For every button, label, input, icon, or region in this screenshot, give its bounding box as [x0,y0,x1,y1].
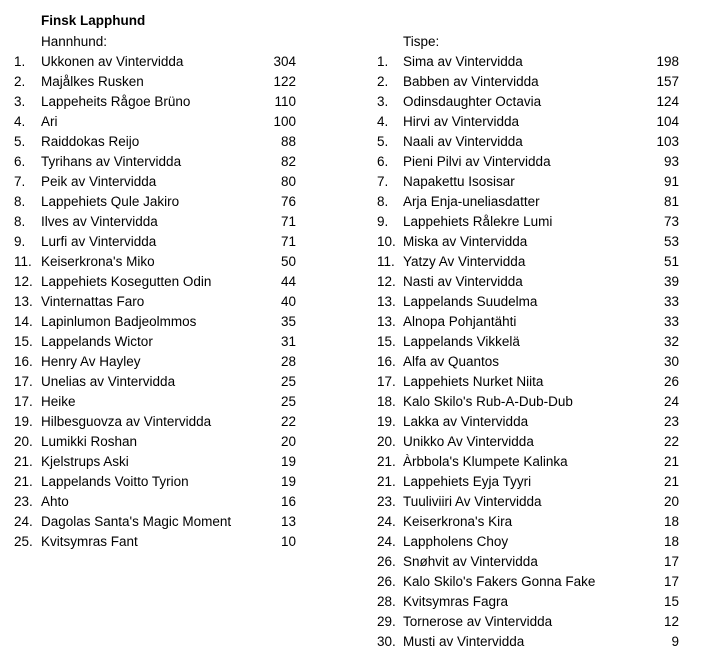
list-item [377,292,679,312]
list-item [14,392,296,412]
rank-number: 23. [377,494,396,509]
points-value: 25 [280,394,296,409]
rank-number: 1. [377,54,389,69]
points-value: 35 [280,314,296,329]
list-item [377,492,679,512]
points-value: 104 [656,114,679,129]
dog-name: Lumikki Roshan [41,434,138,449]
list-item [14,492,296,512]
points-value: 21 [663,454,679,469]
rank-number: 17. [14,374,33,389]
rank-number: 7. [14,174,26,189]
points-value: 16 [280,494,296,509]
list-item [14,292,296,312]
rank-number: 17. [377,374,396,389]
list-item [377,572,679,592]
points-value: 33 [663,294,679,309]
rank-number: 1. [14,54,26,69]
rank-number: 21. [377,454,396,469]
rank-number: 8. [14,214,26,229]
points-value: 33 [663,314,679,329]
dog-name: Kalo Skilo's Rub-A-Dub-Dub [403,394,573,409]
dog-name: Àrbbola's Klumpete Kalinka [403,454,568,469]
dog-name: Peik av Vintervidda [41,174,157,189]
dog-name: Kjelstrups Aski [41,454,129,469]
dog-name: Miska av Vintervidda [403,234,528,249]
dog-name: Sima av Vintervidda [403,54,523,69]
list-item [14,172,296,192]
dog-name: Lappehiets Eyja Tyyri [403,474,532,489]
points-value: 80 [280,174,296,189]
list-item [14,272,296,292]
rank-number: 25. [14,534,33,549]
rank-number: 6. [14,154,26,169]
rank-number: 2. [377,74,389,89]
dog-name: Tornerose av Vintervidda [403,614,553,629]
rank-number: 13. [377,294,396,309]
list-item [377,232,679,252]
list-item [14,212,296,232]
points-value: 304 [273,54,296,69]
dog-name: Naali av Vintervidda [403,134,523,149]
rank-number: 24. [377,534,396,549]
points-value: 23 [663,414,679,429]
dog-name: Napakettu Isosisar [403,174,515,189]
points-value: 81 [663,194,679,209]
list-item [377,632,679,652]
dog-name: Dagolas Santa's Magic Moment [41,514,232,529]
points-value: 19 [280,454,296,469]
dog-name: Majålkes Rusken [41,74,144,89]
dog-name: Lappelands Vikkelä [403,334,520,349]
points-value: 10 [280,534,296,549]
list-item [14,92,296,112]
dog-name: Vinternattas Faro [41,294,145,309]
rank-number: 10. [377,234,396,249]
dog-name: Alfa av Quantos [403,354,500,369]
dog-name: Lappelands Suudelma [403,294,538,309]
rank-number: 2. [14,74,26,89]
rank-number: 12. [377,274,396,289]
points-value: 24 [663,394,679,409]
dog-name: Heike [41,394,76,409]
points-value: 25 [280,374,296,389]
rank-number: 11. [377,254,395,269]
rank-number: 5. [377,134,389,149]
dog-name: Unelias av Vintervidda [41,374,176,389]
rank-number: 17. [14,394,33,409]
list-item [14,332,296,352]
rank-number: 23. [14,494,33,509]
points-value: 22 [663,434,679,449]
rank-number: 16. [14,354,33,369]
list-item [377,112,679,132]
list-item [377,172,679,192]
dog-name: Raiddokas Reijo [41,134,140,149]
rank-number: 26. [377,554,396,569]
rank-number: 21. [377,474,396,489]
rank-number: 24. [377,514,396,529]
rank-number: 4. [377,114,389,129]
dog-name: Unikko Av Vintervidda [403,434,534,449]
points-value: 12 [663,614,679,629]
points-value: 21 [663,474,679,489]
points-value: 91 [663,174,679,189]
points-value: 13 [280,514,296,529]
list-item [377,92,679,112]
list-item [14,132,296,152]
rank-number: 20. [377,434,396,449]
rank-number: 13. [14,294,33,309]
males-heading: Hannhund: [41,34,108,49]
points-value: 30 [663,354,679,369]
rank-number: 30. [377,634,396,649]
rank-number: 29. [377,614,396,629]
list-item [377,72,679,92]
rank-number: 28. [377,594,396,609]
points-value: 122 [273,74,296,89]
points-value: 40 [280,294,296,309]
list-item [377,192,679,212]
dog-name: Tuuliviiri Av Vintervidda [403,494,542,509]
list-item [377,412,679,432]
points-value: 51 [663,254,679,269]
list-item [377,472,679,492]
list-item [377,592,679,612]
dog-name: Ilves av Vintervidda [41,214,158,229]
list-item [377,432,679,452]
rank-number: 21. [14,454,33,469]
list-item [14,412,296,432]
females-list [377,52,679,652]
points-value: 17 [663,554,679,569]
dog-name: Keiserkrona's Kira [403,514,513,529]
rank-number: 18. [377,394,396,409]
dog-name: Lappehiets Qule Jakiro [41,194,180,209]
list-item [377,452,679,472]
rank-number: 12. [14,274,33,289]
list-item [377,512,679,532]
list-item [377,272,679,292]
rank-number: 6. [377,154,389,169]
rank-number: 21. [14,474,33,489]
points-value: 17 [663,574,679,589]
points-value: 82 [280,154,296,169]
list-item [14,432,296,452]
dog-name: Odinsdaughter Octavia [403,94,542,109]
points-value: 19 [280,474,296,489]
list-item [14,152,296,172]
points-value: 88 [280,134,296,149]
dog-name: Yatzy Av Vintervidda [403,254,526,269]
dog-name: Lappelands Wictor [41,334,153,349]
list-item [14,192,296,212]
dog-name: Hirvi av Vintervidda [403,114,520,129]
dog-name: Alnopa Pohjantähti [403,314,517,329]
list-item [377,352,679,372]
rank-number: 19. [14,414,33,429]
list-item [14,452,296,472]
dog-name: Keiserkrona's Miko [41,254,155,269]
points-value: 103 [656,134,679,149]
points-value: 9 [671,634,679,649]
points-value: 31 [280,334,296,349]
points-value: 53 [663,234,679,249]
dog-name: Lakka av Vintervidda [403,414,529,429]
dog-name: Ukkonen av Vintervidda [41,54,184,69]
rank-number: 7. [377,174,389,189]
list-item [377,532,679,552]
list-item [14,352,296,372]
dog-name: Musti av Vintervidda [403,634,525,649]
list-item [377,552,679,572]
list-item [14,372,296,392]
page-title: Finsk Lapphund [41,13,146,28]
points-value: 198 [656,54,679,69]
points-value: 18 [663,534,679,549]
list-item [377,52,679,72]
points-value: 124 [656,94,679,109]
points-value: 28 [280,354,296,369]
list-item [377,312,679,332]
list-item [14,532,296,552]
points-value: 73 [663,214,679,229]
rank-number: 11. [14,254,32,269]
list-item [377,152,679,172]
dog-name: Henry Av Hayley [41,354,141,369]
rank-number: 5. [14,134,26,149]
dog-name: Lappelands Voitto Tyrion [41,474,189,489]
dog-name: Lappehiets Nurket Niita [403,374,544,389]
list-item [14,72,296,92]
list-item [377,392,679,412]
dog-name: Snøhvit av Vintervidda [403,554,538,569]
points-value: 39 [663,274,679,289]
list-item [377,212,679,232]
points-value: 157 [656,74,679,89]
dog-name: Lappehiets Rålekre Lumi [403,214,553,229]
rank-number: 26. [377,574,396,589]
rank-number: 13. [377,314,396,329]
rank-number: 16. [377,354,396,369]
dog-name: Tyrihans av Vintervidda [41,154,182,169]
dog-name: Nasti av Vintervidda [403,274,523,289]
males-list [14,52,296,552]
dog-name: Arja Enja-uneliasdatter [403,194,540,209]
list-item [14,252,296,272]
points-value: 20 [663,494,679,509]
list-item [377,372,679,392]
dog-name: Lapinlumon Badjeolmmos [41,314,197,329]
dog-name: Hilbesguovza av Vintervidda [41,414,212,429]
list-item [377,332,679,352]
females-heading: Tispe: [403,34,440,49]
list-item [377,132,679,152]
dog-name: Kvitsymras Fant [41,534,138,549]
rank-number: 14. [14,314,33,329]
list-item [14,472,296,492]
rank-number: 19. [377,414,396,429]
points-value: 71 [280,214,296,229]
rank-number: 8. [377,194,389,209]
rank-number: 8. [14,194,26,209]
points-value: 71 [280,234,296,249]
points-value: 18 [663,514,679,529]
dog-name: Kvitsymras Fagra [403,594,509,609]
points-value: 100 [273,114,296,129]
rank-number: 15. [14,334,33,349]
dog-name: Ari [41,114,58,129]
list-item [377,612,679,632]
points-value: 22 [280,414,296,429]
dog-name: Babben av Vintervidda [403,74,539,89]
rank-number: 20. [14,434,33,449]
points-value: 93 [663,154,679,169]
dog-name: Lappholens Choy [403,534,509,549]
list-item [14,112,296,132]
dog-name: Pieni Pilvi av Vintervidda [403,154,551,169]
list-item [14,232,296,252]
points-value: 32 [663,334,679,349]
dog-name: Kalo Skilo's Fakers Gonna Fake [403,574,596,589]
rank-number: 24. [14,514,33,529]
rank-number: 3. [377,94,389,109]
points-value: 76 [280,194,296,209]
dog-name: Lurfi av Vintervidda [41,234,157,249]
rank-number: 3. [14,94,26,109]
list-item [14,312,296,332]
points-value: 20 [280,434,296,449]
points-value: 110 [274,94,296,109]
points-value: 50 [280,254,296,269]
rank-number: 9. [14,234,26,249]
points-value: 44 [280,274,296,289]
list-item [14,52,296,72]
points-value: 15 [663,594,679,609]
list-item [14,512,296,532]
rank-number: 9. [377,214,389,229]
rank-number: 4. [14,114,26,129]
dog-name: Lappeheits Rågoe Brüno [41,94,191,109]
dog-name: Lappehiets Kosegutten Odin [41,274,212,289]
points-value: 26 [663,374,679,389]
list-item [377,252,679,272]
dog-name: Ahto [41,494,69,509]
rank-number: 15. [377,334,396,349]
